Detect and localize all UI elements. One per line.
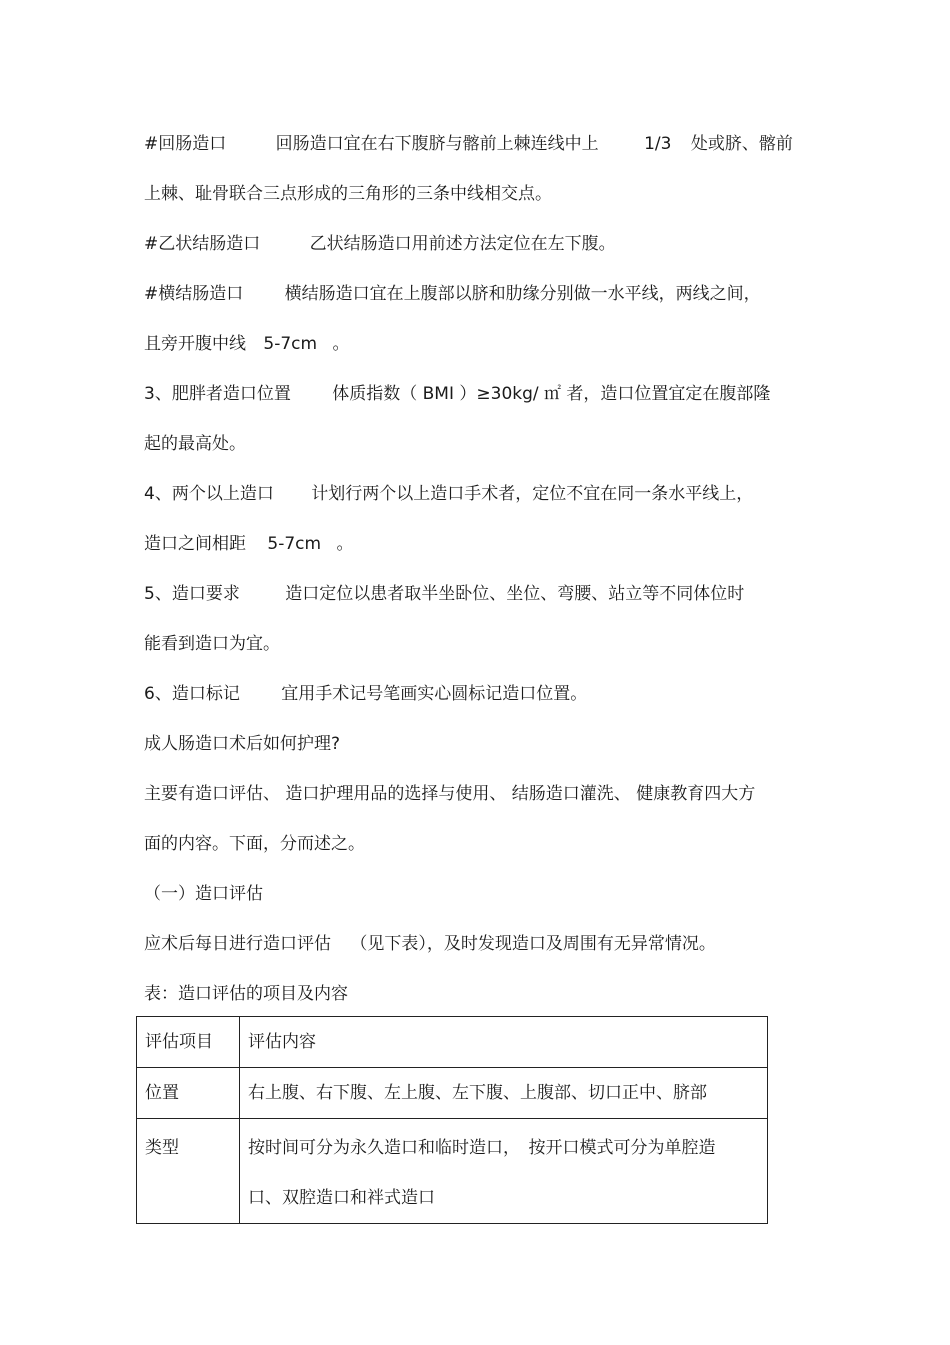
- ileostomy-text: 回肠造口宜在右下腹脐与髂前上棘连线中上: [275, 134, 599, 154]
- care-question: 成人肠造口术后如何护理?: [144, 734, 341, 754]
- marking-paragraph: [144, 682, 587, 706]
- transverse-b-a: 且旁开腹中线: [144, 334, 246, 354]
- transverse-b-b: 5-7cm: [263, 334, 318, 354]
- requirement-paragraph-line1: [144, 582, 744, 606]
- ileostomy-paragraph-line1: [144, 132, 793, 156]
- requirement-paragraph-line2: 能看到造口为宜。: [144, 634, 280, 654]
- table-header-content: 评估内容: [240, 1017, 768, 1068]
- daily-b: （见下表），及时发现造口及周围有无异常情况。: [350, 934, 716, 954]
- ileostomy-rest: 处或脐、髂前: [690, 134, 793, 154]
- multi-label: 4、两个以上造口: [144, 484, 274, 504]
- sigmoid-text: 乙状结肠造口用前述方法定位在左下腹。: [309, 234, 616, 254]
- ileostomy-label: #回肠造口: [144, 134, 227, 154]
- multi-paragraph-line1: [144, 482, 753, 506]
- table-cell-item: 位置: [137, 1068, 240, 1119]
- requirement-label: 5、造口要求: [144, 584, 240, 604]
- table-cell-content: [240, 1119, 768, 1224]
- obese-text: 体质指数（ BMI ）≥30kg/ ㎡ 者，造口位置宜定在腹部隆: [332, 384, 771, 404]
- table-cell-content-line: 按时间可分为永久造口和临时造口， 按开口模式可分为单腔造: [248, 1138, 716, 1158]
- requirement-text: 造口定位以患者取半坐卧位、坐位、弯腰、站立等不同体位时: [285, 584, 745, 604]
- ileostomy-paragraph-line2: 上棘、耻骨联合三点形成的三角形的三条中线相交点。: [144, 184, 552, 204]
- obese-paragraph-line1: [144, 382, 770, 406]
- transverse-b-c: 。: [332, 334, 350, 354]
- table-row: [137, 1119, 768, 1224]
- table-cell-content-line: 右上腹、右下腹、左上腹、左下腹、上腹部、切口正中、脐部: [248, 1083, 707, 1103]
- daily-assessment-paragraph: [144, 932, 716, 956]
- obese-label: 3、肥胖者造口位置: [144, 384, 291, 404]
- table-cell-item: 类型: [137, 1119, 240, 1224]
- table-header-row: [137, 1017, 768, 1068]
- care-overview-line2: 面的内容。下面，分而述之。: [144, 834, 365, 854]
- table-caption: 表：造口评估的项目及内容: [144, 984, 348, 1004]
- section-heading-assessment: （一）造口评估: [144, 884, 263, 904]
- table-row: [137, 1068, 768, 1119]
- sigmoid-paragraph: [144, 232, 616, 256]
- obese-paragraph-line2: 起的最高处。: [144, 434, 246, 454]
- care-overview-line1: 主要有造口评估、 造口护理用品的选择与使用、 结肠造口灌洗、 健康教育四大方: [144, 784, 756, 804]
- transverse-label: #横结肠造口: [144, 284, 244, 304]
- marking-label: 6、造口标记: [144, 684, 240, 704]
- table-header-item: 评估项目: [137, 1017, 240, 1068]
- table-cell-content-line: 口、双腔造口和袢式造口: [248, 1188, 435, 1208]
- multi-b-b: 5-7cm: [267, 534, 322, 554]
- multi-paragraph-line2: [144, 532, 354, 556]
- transverse-text: 横结肠造口宜在上腹部以脐和肋缘分别做一水平线，两线之间，: [284, 284, 761, 304]
- ileostomy-fraction: 1/3: [644, 134, 672, 154]
- multi-b-a: 造口之间相距: [144, 534, 246, 554]
- multi-b-c: 。: [336, 534, 354, 554]
- marking-text: 宜用手术记号笔画实心圆标记造口位置。: [281, 684, 588, 704]
- daily-a: 应术后每日进行造口评估: [144, 934, 331, 954]
- assessment-table: [136, 1016, 768, 1224]
- transverse-paragraph-line2: [144, 332, 350, 356]
- transverse-paragraph-line1: [144, 282, 761, 306]
- table-cell-content: [240, 1068, 768, 1119]
- multi-text: 计划行两个以上造口手术者，定位不宜在同一条水平线上，: [311, 484, 754, 504]
- sigmoid-label: #乙状结肠造口: [144, 234, 261, 254]
